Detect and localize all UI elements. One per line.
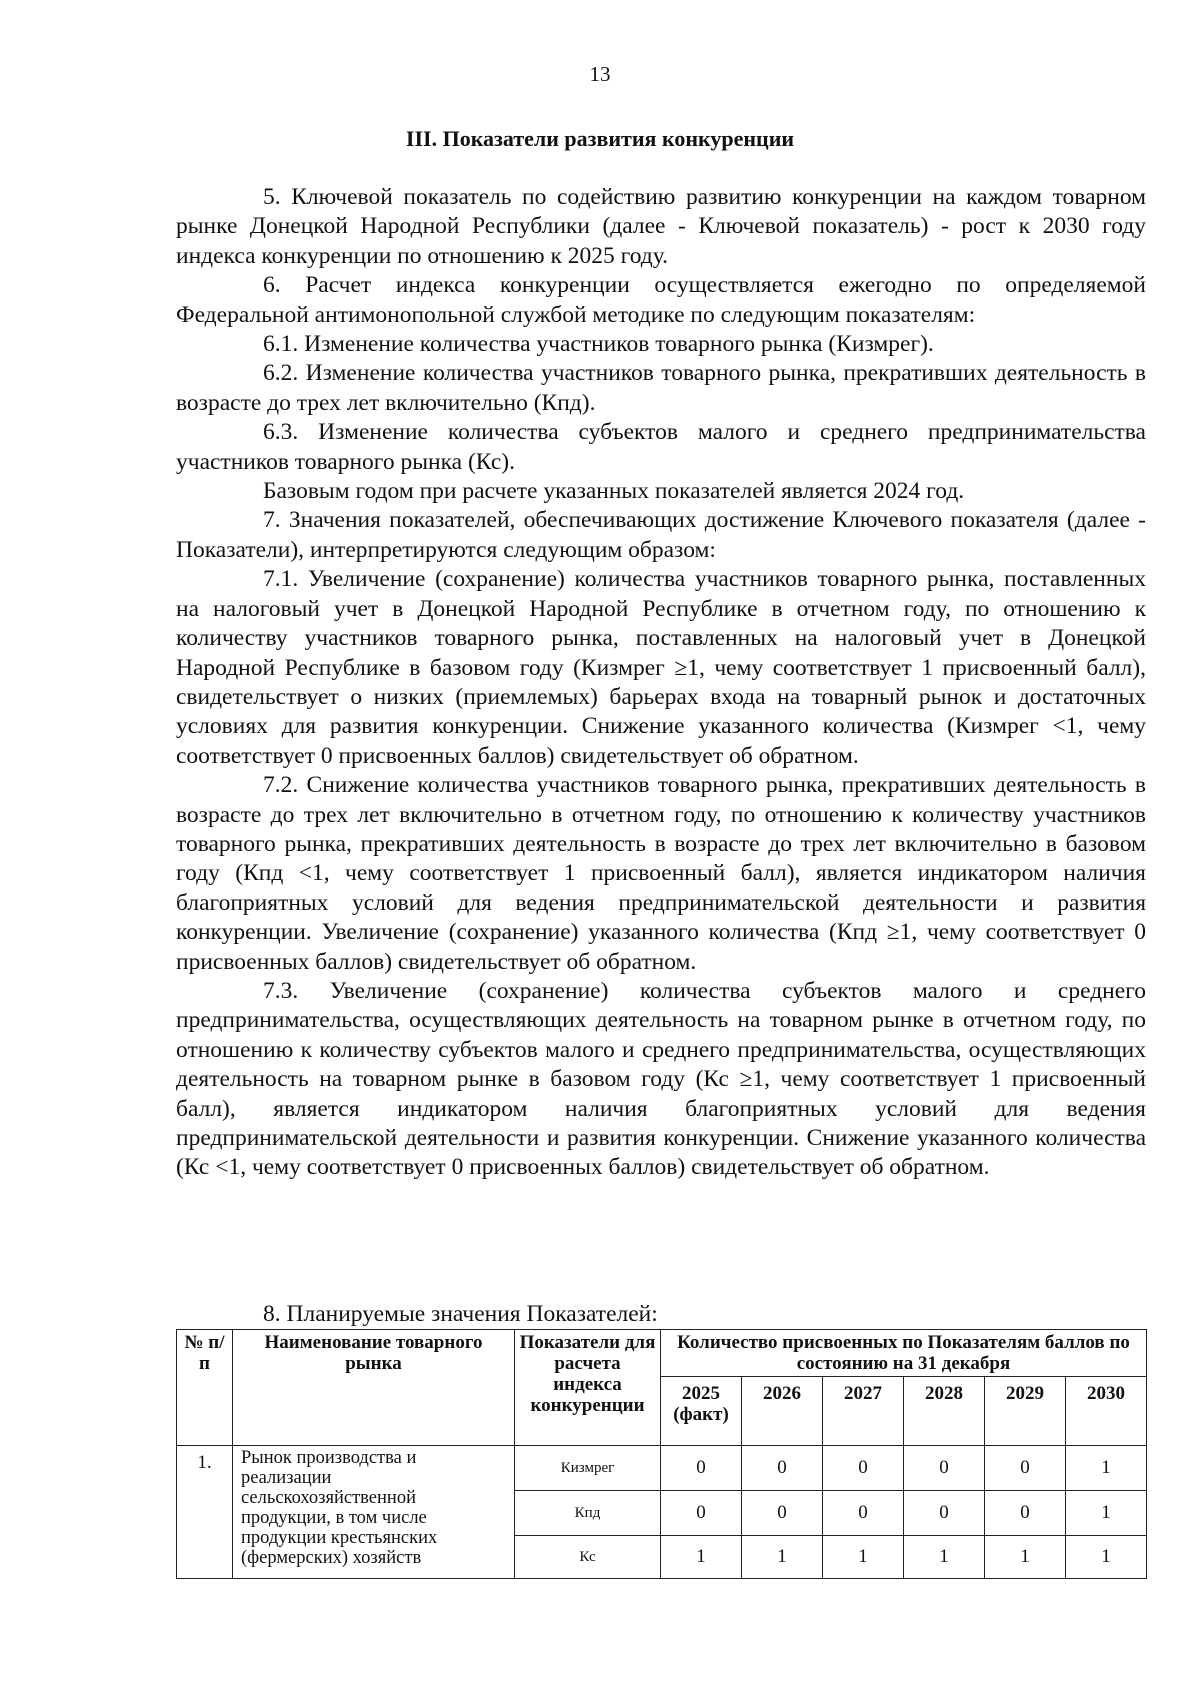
indicator-value: 1 [1066,1536,1147,1579]
indicator-value: 0 [823,1491,904,1536]
table-header-row [177,1330,1147,1377]
indicator-value: 0 [985,1446,1066,1491]
indicator-name: Кпд [515,1491,661,1536]
page-number: 13 [589,62,611,86]
header-num: № п/п [177,1330,233,1446]
indicator-value: 1 [985,1536,1066,1579]
section-title: III. Показатели развития конкуренции [405,126,795,151]
header-year: 2026 [742,1377,823,1446]
table-caption: 8. Планируемые значения Показателей: [263,1301,658,1327]
indicator-value: 0 [742,1446,823,1491]
header-indicators: Показатели для расчета индекса конкуренции [515,1330,661,1446]
row-market: Рынок производства и реализации сельскохозяйственной продукции, в том числе продукции крестьянских (фермерских) хозяйств [233,1446,515,1579]
paragraph-6-3: 6.3. Изменение количества субъектов малого и среднего предпринимательства участников товарного рынка (Кс). [176,419,1146,475]
header-year: 2025 (факт) [661,1377,742,1446]
indicator-value: 1 [1066,1491,1147,1536]
paragraph-7-1: 7.1. Увеличение (сохранение) количества участников товарного рынка, поставленных на налоговый учет в Донецкой Народной Республике в отчетном году, по отношению к количеству участников товарного рынка, поставленных на налоговый учет в Донецкой Народной Республике в базовом году (Кизмрег ≥1, чему соответствует 1 присвоенный балл), свидетельствует о низких (приемлемых) барьерах входа на товарный рынок и достаточных условиях для развития конкуренции. Снижение указанного количества (Кизмрег <1, чему соответствует 0 присвоенных баллов) свидетельствует об обратном. [176,566,1146,769]
indicator-name: Кизмрег [515,1446,661,1491]
paragraph-7: 7. Значения показателей, обеспечивающих достижение Ключевого показателя (далее - Показатели), интерпретируются следующим образом: [176,507,1146,563]
paragraph-5: 5. Ключевой показатель по содействию развитию конкуренции на каждом товарном рынке Донецкой Народной Республики (далее - Ключевой показатель) - рост к 2030 году индекса конкуренции по отношению к 2025 году. [176,184,1146,269]
paragraph-base-year: Базовым годом при расчете указанных показателей является 2024 год. [263,478,965,505]
header-year: 2028 [904,1377,985,1446]
indicator-value: 1 [823,1536,904,1579]
indicators-table [176,1329,1147,1579]
indicator-value: 0 [985,1491,1066,1536]
paragraph-7-3: 7.3. Увеличение (сохранение) количества субъектов малого и среднего предпринимательства, осуществляющих деятельность на товарном рынке в отчетном году, по отношению к количеству субъектов малого и среднего предпринимательства, осуществляющих деятельность на товарном рынке в базовом году (Кс ≥1, чему соответствует 1 присвоенный балл), является индикатором наличия благоприятных условий для ведения предпринимательской деятельности и развития конкуренции. Снижение указанного количества (Кс <1, чему соответствует 0 присвоенных баллов) свидетельствует об обратном. [176,977,1146,1181]
indicator-name: Кс [515,1536,661,1579]
indicator-value: 0 [661,1491,742,1536]
row-num: 1. [177,1446,233,1579]
indicator-value: 1 [742,1536,823,1579]
paragraph-6: 6. Расчет индекса конкуренции осуществляется ежегодно по определяемой Федеральной антимонопольной службой методике по следующим показателям: [176,272,1146,328]
header-year: 2027 [823,1377,904,1446]
paragraph-6-1: 6.1. Изменение количества участников товарного рынка (Кизмрег). [263,331,934,358]
indicator-value: 0 [742,1491,823,1536]
header-market: Наименование товарного рынка [233,1330,515,1446]
paragraph-7-2: 7.2. Снижение количества участников товарного рынка, прекративших деятельность в возрасте до трех лет включительно в отчетном году, по отношению к количеству участников товарного рынка, прекративших деятельность в возрасте до трех лет включительно в базовом году (Кпд <1, чему соответствует 1 присвоенный балл), является индикатором наличия благоприятных условий для ведения предпринимательской деятельности и развития конкуренции. Увеличение (сохранение) указанного количества (Кпд ≥1, чему соответствует 0 присвоенных баллов) свидетельствует об обратном. [176,772,1146,975]
table-row [177,1446,1147,1491]
header-points: Количество присвоенных по Показателям баллов по состоянию на 31 декабря [661,1330,1147,1377]
body-text [176,183,1146,1183]
indicator-value: 0 [661,1446,742,1491]
indicator-value: 1 [904,1536,985,1579]
indicator-value: 0 [823,1446,904,1491]
indicator-value: 0 [904,1446,985,1491]
indicator-value: 0 [904,1491,985,1536]
indicator-value: 1 [661,1536,742,1579]
header-year: 2029 [985,1377,1066,1446]
header-year: 2030 [1066,1377,1147,1446]
paragraph-6-2: 6.2. Изменение количества участников товарного рынка, прекративших деятельность в возрасте до трех лет включительно (Кпд). [176,360,1146,416]
indicator-value: 1 [1066,1446,1147,1491]
